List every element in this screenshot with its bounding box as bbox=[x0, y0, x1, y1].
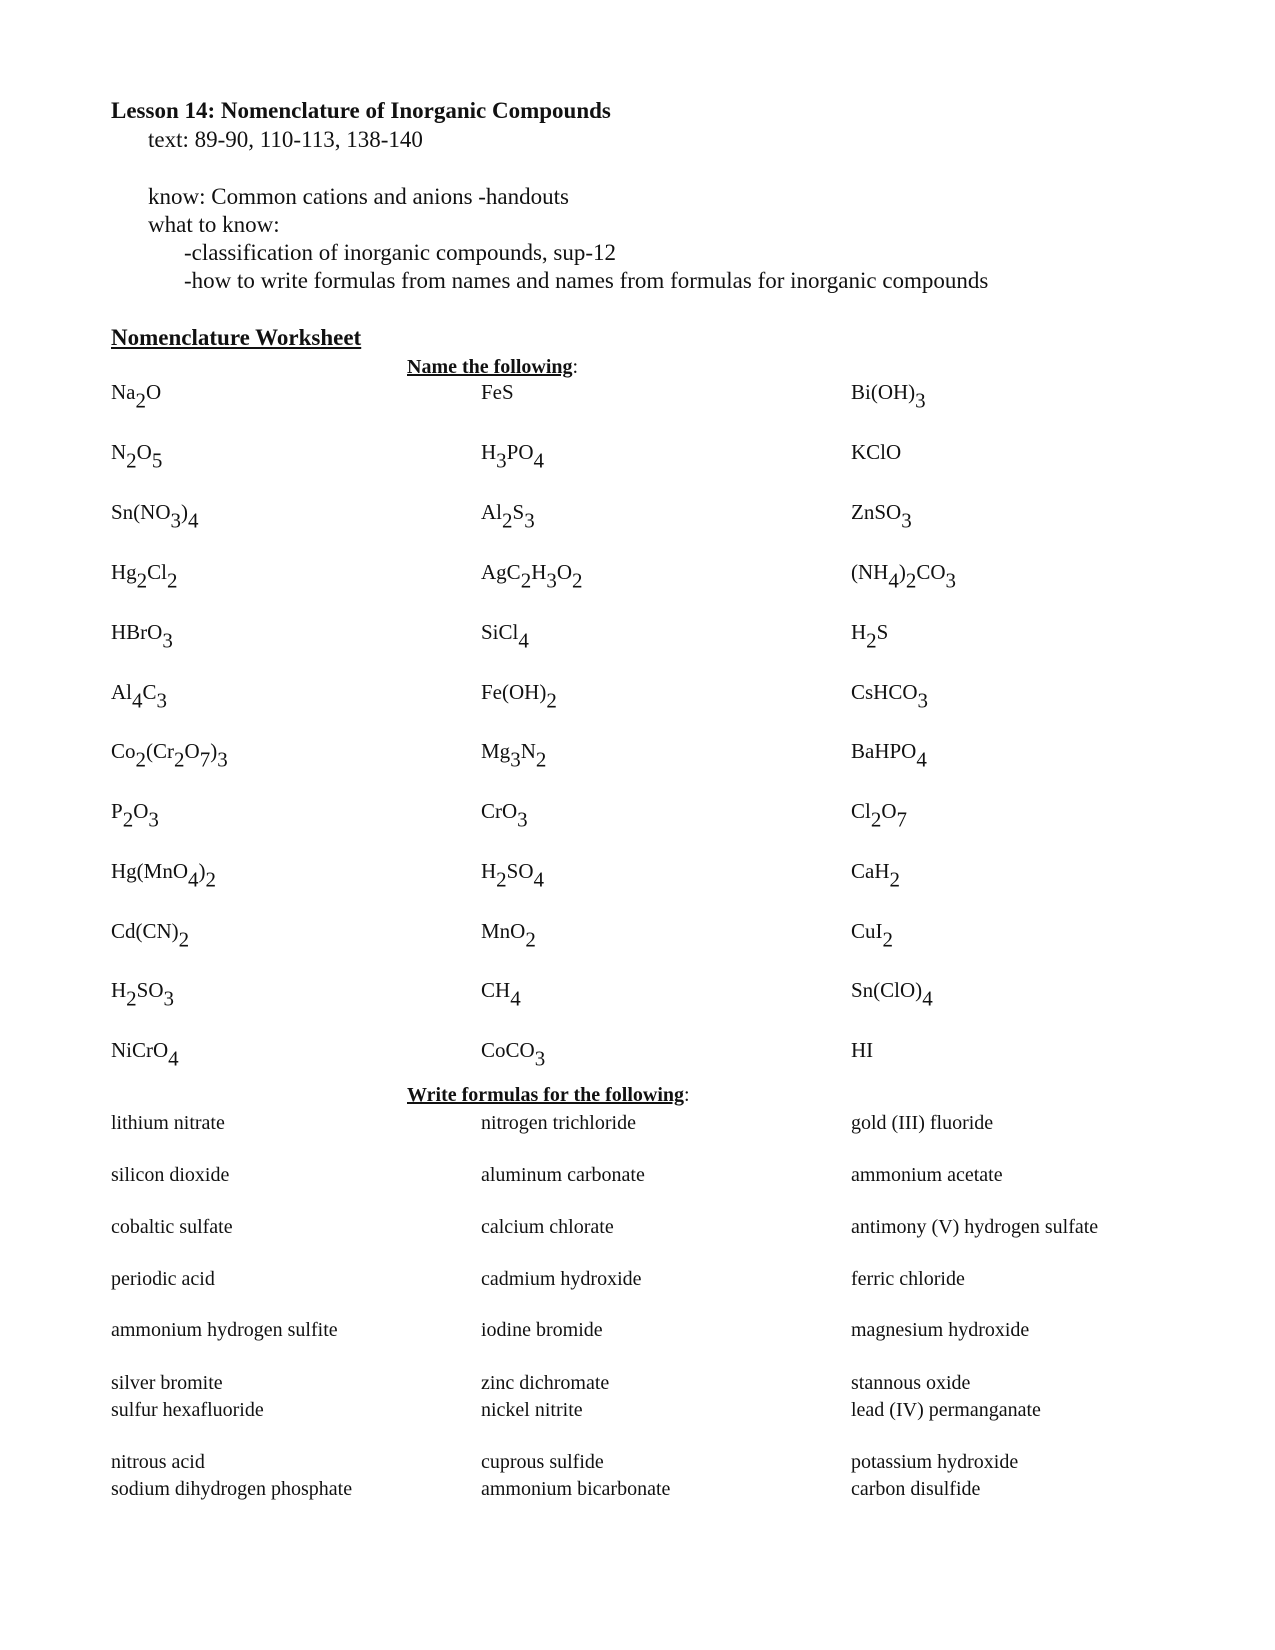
formula-item bbox=[851, 799, 908, 832]
formula-subscript: 7 bbox=[199, 747, 211, 772]
formula-section-heading-colon: : bbox=[684, 1084, 690, 1106]
formula-subscript: 3 bbox=[217, 747, 228, 772]
formula-segment: O bbox=[881, 799, 897, 823]
formula-item bbox=[481, 680, 557, 713]
formula-subscript: 2 bbox=[126, 986, 137, 1011]
formula-subscript: 3 bbox=[510, 747, 521, 772]
formula-segment: HI bbox=[851, 1038, 874, 1062]
formula-item bbox=[851, 739, 927, 772]
formula-subscript: 2 bbox=[882, 927, 893, 952]
formula-segment: NiCrO bbox=[111, 1038, 169, 1062]
formula-section-heading-text: Write formulas for the following bbox=[407, 1084, 685, 1106]
formula-subscript: 3 bbox=[163, 986, 175, 1011]
formula-segment: FeS bbox=[481, 380, 514, 404]
bullet-write-formulas: -how to write formulas from names and names from formulas for inorganic compounds bbox=[184, 268, 989, 293]
compound-name-item: ammonium acetate bbox=[851, 1164, 1003, 1186]
formula-item bbox=[481, 799, 528, 832]
formula-item bbox=[111, 620, 173, 653]
formula-subscript: 3 bbox=[901, 508, 912, 533]
formula-subscript: 4 bbox=[533, 448, 545, 473]
formula-segment: Cl bbox=[147, 560, 168, 584]
formula-segment: O bbox=[146, 380, 162, 404]
formula-item bbox=[111, 919, 190, 952]
compound-name-item: cobaltic sulfate bbox=[111, 1216, 233, 1238]
formula-item bbox=[851, 1038, 873, 1063]
formula-subscript: 2 bbox=[905, 568, 917, 593]
formula-subscript: 7 bbox=[896, 807, 908, 832]
compound-name-item: antimony (V) hydrogen sulfate bbox=[851, 1216, 1099, 1238]
formula-subscript: 3 bbox=[917, 688, 929, 713]
formula-subscript: 2 bbox=[178, 927, 190, 952]
compound-name-item: magnesium hydroxide bbox=[851, 1319, 1030, 1341]
formula-subscript: 2 bbox=[546, 688, 557, 713]
formula-segment: Na bbox=[111, 380, 136, 404]
formula-segment: S bbox=[876, 620, 889, 644]
what-to-know-label: what to know: bbox=[148, 212, 280, 237]
formula-item bbox=[851, 500, 912, 533]
formula-subscript: 4 bbox=[132, 688, 143, 713]
formula-item bbox=[851, 859, 900, 892]
formula-subscript: 3 bbox=[546, 568, 557, 593]
formula-segment: HBrO bbox=[111, 620, 163, 644]
formula-segment: O bbox=[136, 440, 152, 464]
formula-segment: SiCl bbox=[481, 620, 519, 644]
formula-item bbox=[851, 560, 957, 593]
formula-segment: Sn(NO bbox=[111, 500, 171, 524]
formula-subscript: 2 bbox=[122, 807, 134, 832]
formula-subscript: 4 bbox=[188, 508, 199, 533]
formula-segment: CO bbox=[916, 560, 946, 584]
compound-name-item: aluminum carbonate bbox=[481, 1164, 645, 1186]
formula-segment: Sn(ClO) bbox=[851, 978, 923, 1002]
formula-subscript: 5 bbox=[151, 448, 163, 473]
formula-segment: Hg bbox=[111, 560, 137, 584]
formula-segment: Cd(CN) bbox=[111, 919, 179, 943]
formula-subscript: 2 bbox=[167, 568, 178, 593]
formula-subscript: 3 bbox=[534, 1046, 546, 1071]
compound-name-item: silicon dioxide bbox=[111, 1164, 230, 1186]
compound-name-item: lead (IV) permanganate bbox=[851, 1399, 1041, 1421]
formula-item bbox=[111, 680, 168, 713]
formula-segment: ) bbox=[898, 560, 906, 584]
formula-segment: MnO bbox=[481, 919, 526, 943]
page-title: Lesson 14: Nomenclature of Inorganic Compounds bbox=[111, 98, 611, 123]
formula-segment: N bbox=[520, 739, 536, 763]
formula-subscript: 2 bbox=[135, 388, 146, 413]
formula-subscript: 3 bbox=[156, 688, 168, 713]
worksheet-title: Nomenclature Worksheet bbox=[111, 325, 362, 350]
compound-name-item: nickel nitrite bbox=[481, 1399, 583, 1421]
formula-item bbox=[481, 440, 545, 473]
formula-subscript: 2 bbox=[174, 747, 185, 772]
formula-segment: SO bbox=[136, 978, 164, 1002]
formula-subscript: 3 bbox=[945, 568, 957, 593]
name-section-heading-colon: : bbox=[572, 356, 579, 378]
bullet-classification: -classification of inorganic compounds, sup-12 bbox=[184, 240, 617, 265]
formula-segment: PO bbox=[506, 440, 534, 464]
formula-item bbox=[481, 739, 547, 772]
formula-segment: H bbox=[531, 560, 547, 584]
formula-subscript: 2 bbox=[502, 508, 513, 533]
name-section-heading bbox=[407, 356, 578, 379]
compound-name-item: zinc dichromate bbox=[481, 1372, 610, 1394]
formula-segment: AgC bbox=[481, 560, 521, 584]
text-reference: text: 89-90, 110-113, 138-140 bbox=[148, 127, 423, 152]
formula-segment: Bi(OH) bbox=[851, 380, 916, 404]
formula-segment: Fe(OH) bbox=[481, 680, 547, 704]
formula-segment: N bbox=[111, 440, 127, 464]
formula-subscript: 4 bbox=[922, 986, 933, 1011]
formula-segment: (Cr bbox=[146, 739, 175, 763]
formula-subscript: 4 bbox=[518, 628, 529, 653]
formula-subscript: 4 bbox=[888, 568, 899, 593]
formula-subscript: 4 bbox=[510, 986, 521, 1011]
formula-item bbox=[481, 560, 583, 593]
compound-name-item: ferric chloride bbox=[851, 1268, 965, 1290]
formula-segment: (NH bbox=[851, 560, 889, 584]
formula-segment: P bbox=[111, 799, 123, 823]
formula-item bbox=[851, 919, 893, 952]
compound-name-item: lithium nitrate bbox=[111, 1112, 225, 1134]
formula-item bbox=[851, 440, 901, 465]
compound-name-item: sulfur hexafluoride bbox=[111, 1399, 264, 1421]
formula-subscript: 2 bbox=[525, 927, 536, 952]
formula-subscript: 2 bbox=[866, 628, 877, 653]
formula-subscript: 2 bbox=[572, 568, 583, 593]
formula-subscript: 4 bbox=[533, 867, 545, 892]
formula-item bbox=[111, 859, 216, 892]
formula-segment: ZnSO bbox=[851, 500, 902, 524]
formula-segment: Mg bbox=[481, 739, 511, 763]
compound-name-item: cadmium hydroxide bbox=[481, 1268, 642, 1290]
formula-subscript: 2 bbox=[126, 448, 137, 473]
formula-subscript: 3 bbox=[915, 388, 926, 413]
formula-segment: ) bbox=[198, 859, 206, 883]
formula-subscript: 4 bbox=[188, 867, 199, 892]
compound-name-item: carbon disulfide bbox=[851, 1478, 981, 1500]
formula-item bbox=[481, 620, 529, 653]
formula-subscript: 2 bbox=[520, 568, 532, 593]
formula-segment: H bbox=[481, 859, 497, 883]
formula-segment: S bbox=[512, 500, 525, 524]
formula-subscript: 2 bbox=[205, 867, 216, 892]
formula-segment: CoCO bbox=[481, 1038, 535, 1062]
formula-segment: C bbox=[142, 680, 157, 704]
formula-item bbox=[111, 799, 159, 832]
formula-subscript: 2 bbox=[135, 747, 147, 772]
formula-segment: O bbox=[133, 799, 149, 823]
formula-subscript: 3 bbox=[496, 448, 507, 473]
formula-subscript: 3 bbox=[524, 508, 535, 533]
formula-item bbox=[111, 560, 178, 593]
formula-item bbox=[851, 978, 933, 1011]
formula-item bbox=[481, 978, 521, 1011]
formula-item bbox=[481, 1038, 546, 1071]
formula-item bbox=[481, 859, 545, 892]
formula-segment: O bbox=[556, 560, 573, 584]
formula-item bbox=[111, 500, 199, 533]
formula-segment: CsHCO bbox=[851, 680, 918, 704]
formula-segment: O bbox=[184, 739, 200, 763]
compound-name-item: nitrous acid bbox=[111, 1451, 205, 1473]
formula-segment: CuI bbox=[851, 919, 883, 943]
formula-segment: Cl bbox=[851, 799, 871, 823]
formula-item bbox=[851, 680, 929, 713]
formula-subscript: 4 bbox=[916, 747, 927, 772]
formula-segment: CH bbox=[481, 978, 511, 1002]
formula-item bbox=[111, 440, 163, 473]
formula-item bbox=[851, 380, 926, 413]
formula-segment: H bbox=[851, 620, 867, 644]
compound-name-item: potassium hydroxide bbox=[851, 1451, 1019, 1473]
formula-subscript: 4 bbox=[168, 1046, 179, 1071]
formula-item bbox=[851, 620, 889, 653]
compound-name-item: ammonium bicarbonate bbox=[481, 1478, 671, 1500]
formula-segment: H bbox=[111, 978, 127, 1002]
compound-name-item: ammonium hydrogen sulfite bbox=[111, 1319, 338, 1341]
formula-subscript: 3 bbox=[148, 807, 159, 832]
formula-subscript: 3 bbox=[517, 807, 528, 832]
formula-subscript: 2 bbox=[870, 807, 882, 832]
formula-item bbox=[481, 380, 514, 405]
formula-segment: Hg(MnO bbox=[111, 859, 188, 883]
compound-name-item: stannous oxide bbox=[851, 1372, 971, 1394]
formula-item bbox=[111, 978, 175, 1011]
formula-segment: CaH bbox=[851, 859, 890, 883]
formula-segment: SO bbox=[506, 859, 534, 883]
formula-segment: ) bbox=[210, 739, 218, 763]
know-line: know: Common cations and anions -handouts bbox=[148, 184, 569, 209]
formula-segment: H bbox=[481, 440, 497, 464]
compound-name-item: sodium dihydrogen phosphate bbox=[111, 1478, 353, 1500]
formula-item bbox=[111, 380, 162, 413]
formula-section-heading bbox=[407, 1084, 690, 1107]
compound-name-item: cuprous sulfide bbox=[481, 1451, 604, 1473]
formula-segment: KClO bbox=[851, 440, 902, 464]
formula-subscript: 2 bbox=[889, 867, 900, 892]
formula-segment: ) bbox=[181, 500, 189, 524]
compound-name-item: iodine bromide bbox=[481, 1319, 603, 1341]
compound-name-item: gold (III) fluoride bbox=[851, 1112, 994, 1134]
formula-subscript: 2 bbox=[535, 747, 547, 772]
formula-item bbox=[111, 739, 228, 772]
formula-subscript: 3 bbox=[170, 508, 182, 533]
compound-name-item: calcium chlorate bbox=[481, 1216, 614, 1238]
compound-name-item: silver bromite bbox=[111, 1372, 223, 1394]
name-section-heading-text: Name the following bbox=[407, 356, 573, 378]
formula-segment: Co bbox=[111, 739, 136, 763]
formula-segment: CrO bbox=[481, 799, 518, 823]
compound-name-item: nitrogen trichloride bbox=[481, 1112, 636, 1134]
formula-segment: Al bbox=[481, 500, 502, 524]
formula-item bbox=[481, 919, 536, 952]
formula-subscript: 3 bbox=[162, 628, 173, 653]
formula-item bbox=[481, 500, 535, 533]
formula-segment: BaHPO bbox=[851, 739, 917, 763]
formula-subscript: 2 bbox=[496, 867, 507, 892]
compound-name-item: periodic acid bbox=[111, 1268, 215, 1290]
formula-subscript: 2 bbox=[136, 568, 148, 593]
formula-item bbox=[111, 1038, 179, 1071]
formula-segment: Al bbox=[111, 680, 132, 704]
